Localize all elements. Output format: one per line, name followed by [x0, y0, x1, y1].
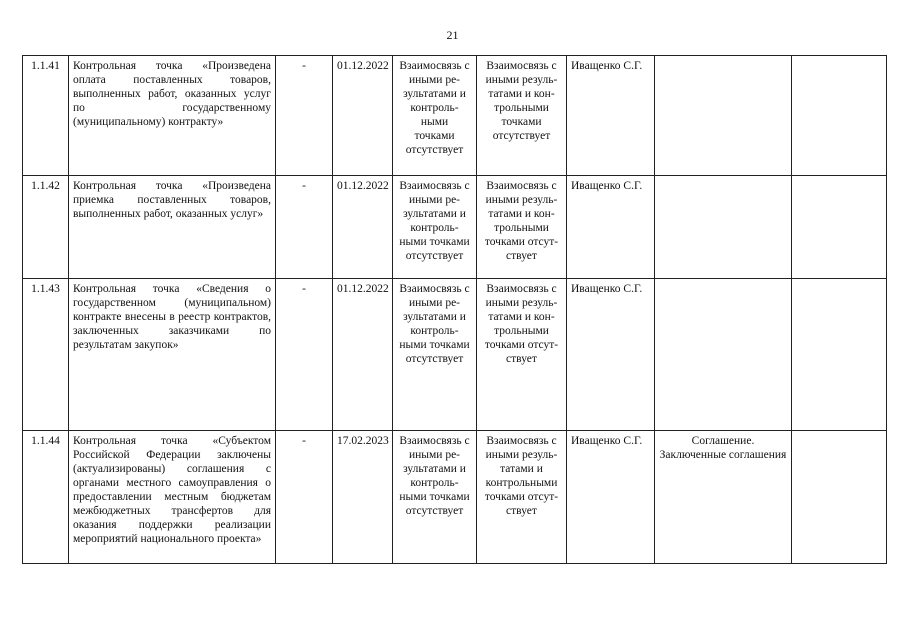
dash-cell: -	[276, 176, 333, 279]
document-cell	[655, 176, 792, 279]
relation-line: отсутствует	[405, 144, 464, 156]
relation-line: Взаимосвязь с	[399, 180, 470, 192]
responsible-cell: Иващенко С.Г.	[567, 176, 655, 279]
document-cell	[655, 56, 792, 176]
control-point-name-cell: Контрольная точка «Сведения о государственном (муниципальном) контракте внесены в реестр контрактов, заключенных заказчиками по результатам закупок»	[69, 279, 276, 431]
relation-line: трольными	[494, 102, 549, 114]
relation-line: трольными	[494, 325, 549, 337]
relation-line: иными резуль-	[485, 194, 558, 206]
relation-next-cell	[477, 56, 567, 176]
relation-line: иными резуль-	[485, 449, 558, 461]
date-cell: 01.12.2022	[333, 279, 393, 431]
empty-cell	[792, 176, 887, 279]
table-row	[23, 431, 887, 564]
row-number-cell: 1.1.43	[23, 279, 69, 431]
relation-line: татами и кон-	[488, 208, 555, 220]
relation-line: контроль-	[410, 102, 459, 114]
dash-cell: -	[276, 279, 333, 431]
relation-line: ными	[420, 116, 449, 128]
relation-line: контроль-	[410, 325, 459, 337]
relation-line: точками отсут-	[484, 491, 559, 503]
responsible-cell: Иващенко С.Г.	[567, 279, 655, 431]
relation-next-cell	[477, 176, 567, 279]
dash-cell: -	[276, 56, 333, 176]
relation-line: иными ре-	[408, 74, 461, 86]
relation-line: зультатами и	[403, 311, 466, 323]
control-points-table	[22, 55, 887, 564]
empty-cell	[792, 431, 887, 564]
control-point-name-cell: Контрольная точка «Субъектом Российской Федерации заключены (актуализированы) соглашения с органами местного самоуправления о предоставлении местным бюджетам межбюджетных трансфертов для оказания поддержки реализации мероприятий национального проекта»	[69, 431, 276, 564]
row-number-cell: 1.1.41	[23, 56, 69, 176]
relation-line: точками	[501, 116, 542, 128]
relation-line: ными точками	[399, 339, 470, 351]
relation-line: Взаимосвязь с	[399, 60, 470, 72]
relation-previous-cell	[393, 431, 477, 564]
relation-line: ными точками	[399, 491, 470, 503]
page-number: 21	[446, 28, 459, 42]
relation-line: иными ре-	[408, 297, 461, 309]
relation-line: ствует	[506, 505, 537, 517]
relation-line: зультатами и	[403, 208, 466, 220]
relation-line: точками отсут-	[484, 339, 559, 351]
relation-line: Взаимосвязь с	[399, 435, 470, 447]
relation-line: иными ре-	[408, 194, 461, 206]
relation-line: трольными	[494, 222, 549, 234]
relation-line: отсутствует	[405, 505, 464, 517]
table-row	[23, 56, 887, 176]
relation-line: Взаимосвязь с	[399, 283, 470, 295]
relation-previous-cell	[393, 279, 477, 431]
date-cell: 01.12.2022	[333, 56, 393, 176]
document-cell	[655, 279, 792, 431]
responsible-cell: Иващенко С.Г.	[567, 56, 655, 176]
responsible-cell: Иващенко С.Г.	[567, 431, 655, 564]
relation-line: точками отсут-	[484, 236, 559, 248]
relation-line: татами и кон-	[488, 88, 555, 100]
empty-cell	[792, 56, 887, 176]
relation-line: Взаимосвязь с	[486, 60, 557, 72]
control-point-name-cell: Контрольная точка «Произведена оплата поставленных товаров, выполненных работ, оказанных услуг по государственному (муниципальному) контракту»	[69, 56, 276, 176]
relation-line: отсутствует	[405, 353, 464, 365]
control-point-name-cell: Контрольная точка «Произведена приемка поставленных товаров, выполненных работ, оказанных услуг»	[69, 176, 276, 279]
relation-next-cell	[477, 279, 567, 431]
relation-line: отсутствует	[405, 250, 464, 262]
relation-line: точками	[414, 130, 455, 142]
date-cell: 17.02.2023	[333, 431, 393, 564]
relation-line: ствует	[506, 250, 537, 262]
relation-line: иными резуль-	[485, 74, 558, 86]
date-cell: 01.12.2022	[333, 176, 393, 279]
relation-previous-cell	[393, 56, 477, 176]
relation-line: отсутствует	[492, 130, 551, 142]
table-row	[23, 176, 887, 279]
document-cell: Соглашение. Заключенные соглашения	[655, 431, 792, 564]
relation-line: татами и	[500, 463, 543, 475]
relation-previous-cell	[393, 176, 477, 279]
relation-line: ными точками	[399, 236, 470, 248]
empty-cell	[792, 279, 887, 431]
relation-line: контрольными	[485, 477, 558, 489]
row-number-cell: 1.1.44	[23, 431, 69, 564]
relation-line: зультатами и	[403, 463, 466, 475]
relation-line: контроль-	[410, 222, 459, 234]
dash-cell: -	[276, 431, 333, 564]
relation-line: иными резуль-	[485, 297, 558, 309]
table-row	[23, 279, 887, 431]
relation-line: контроль-	[410, 477, 459, 489]
relation-next-cell	[477, 431, 567, 564]
relation-line: Взаимосвязь с	[486, 283, 557, 295]
relation-line: Взаимосвязь с	[486, 180, 557, 192]
row-number-cell: 1.1.42	[23, 176, 69, 279]
relation-line: зультатами и	[403, 88, 466, 100]
relation-line: Взаимосвязь с	[486, 435, 557, 447]
relation-line: иными ре-	[408, 449, 461, 461]
relation-line: татами и кон-	[488, 311, 555, 323]
relation-line: ствует	[506, 353, 537, 365]
